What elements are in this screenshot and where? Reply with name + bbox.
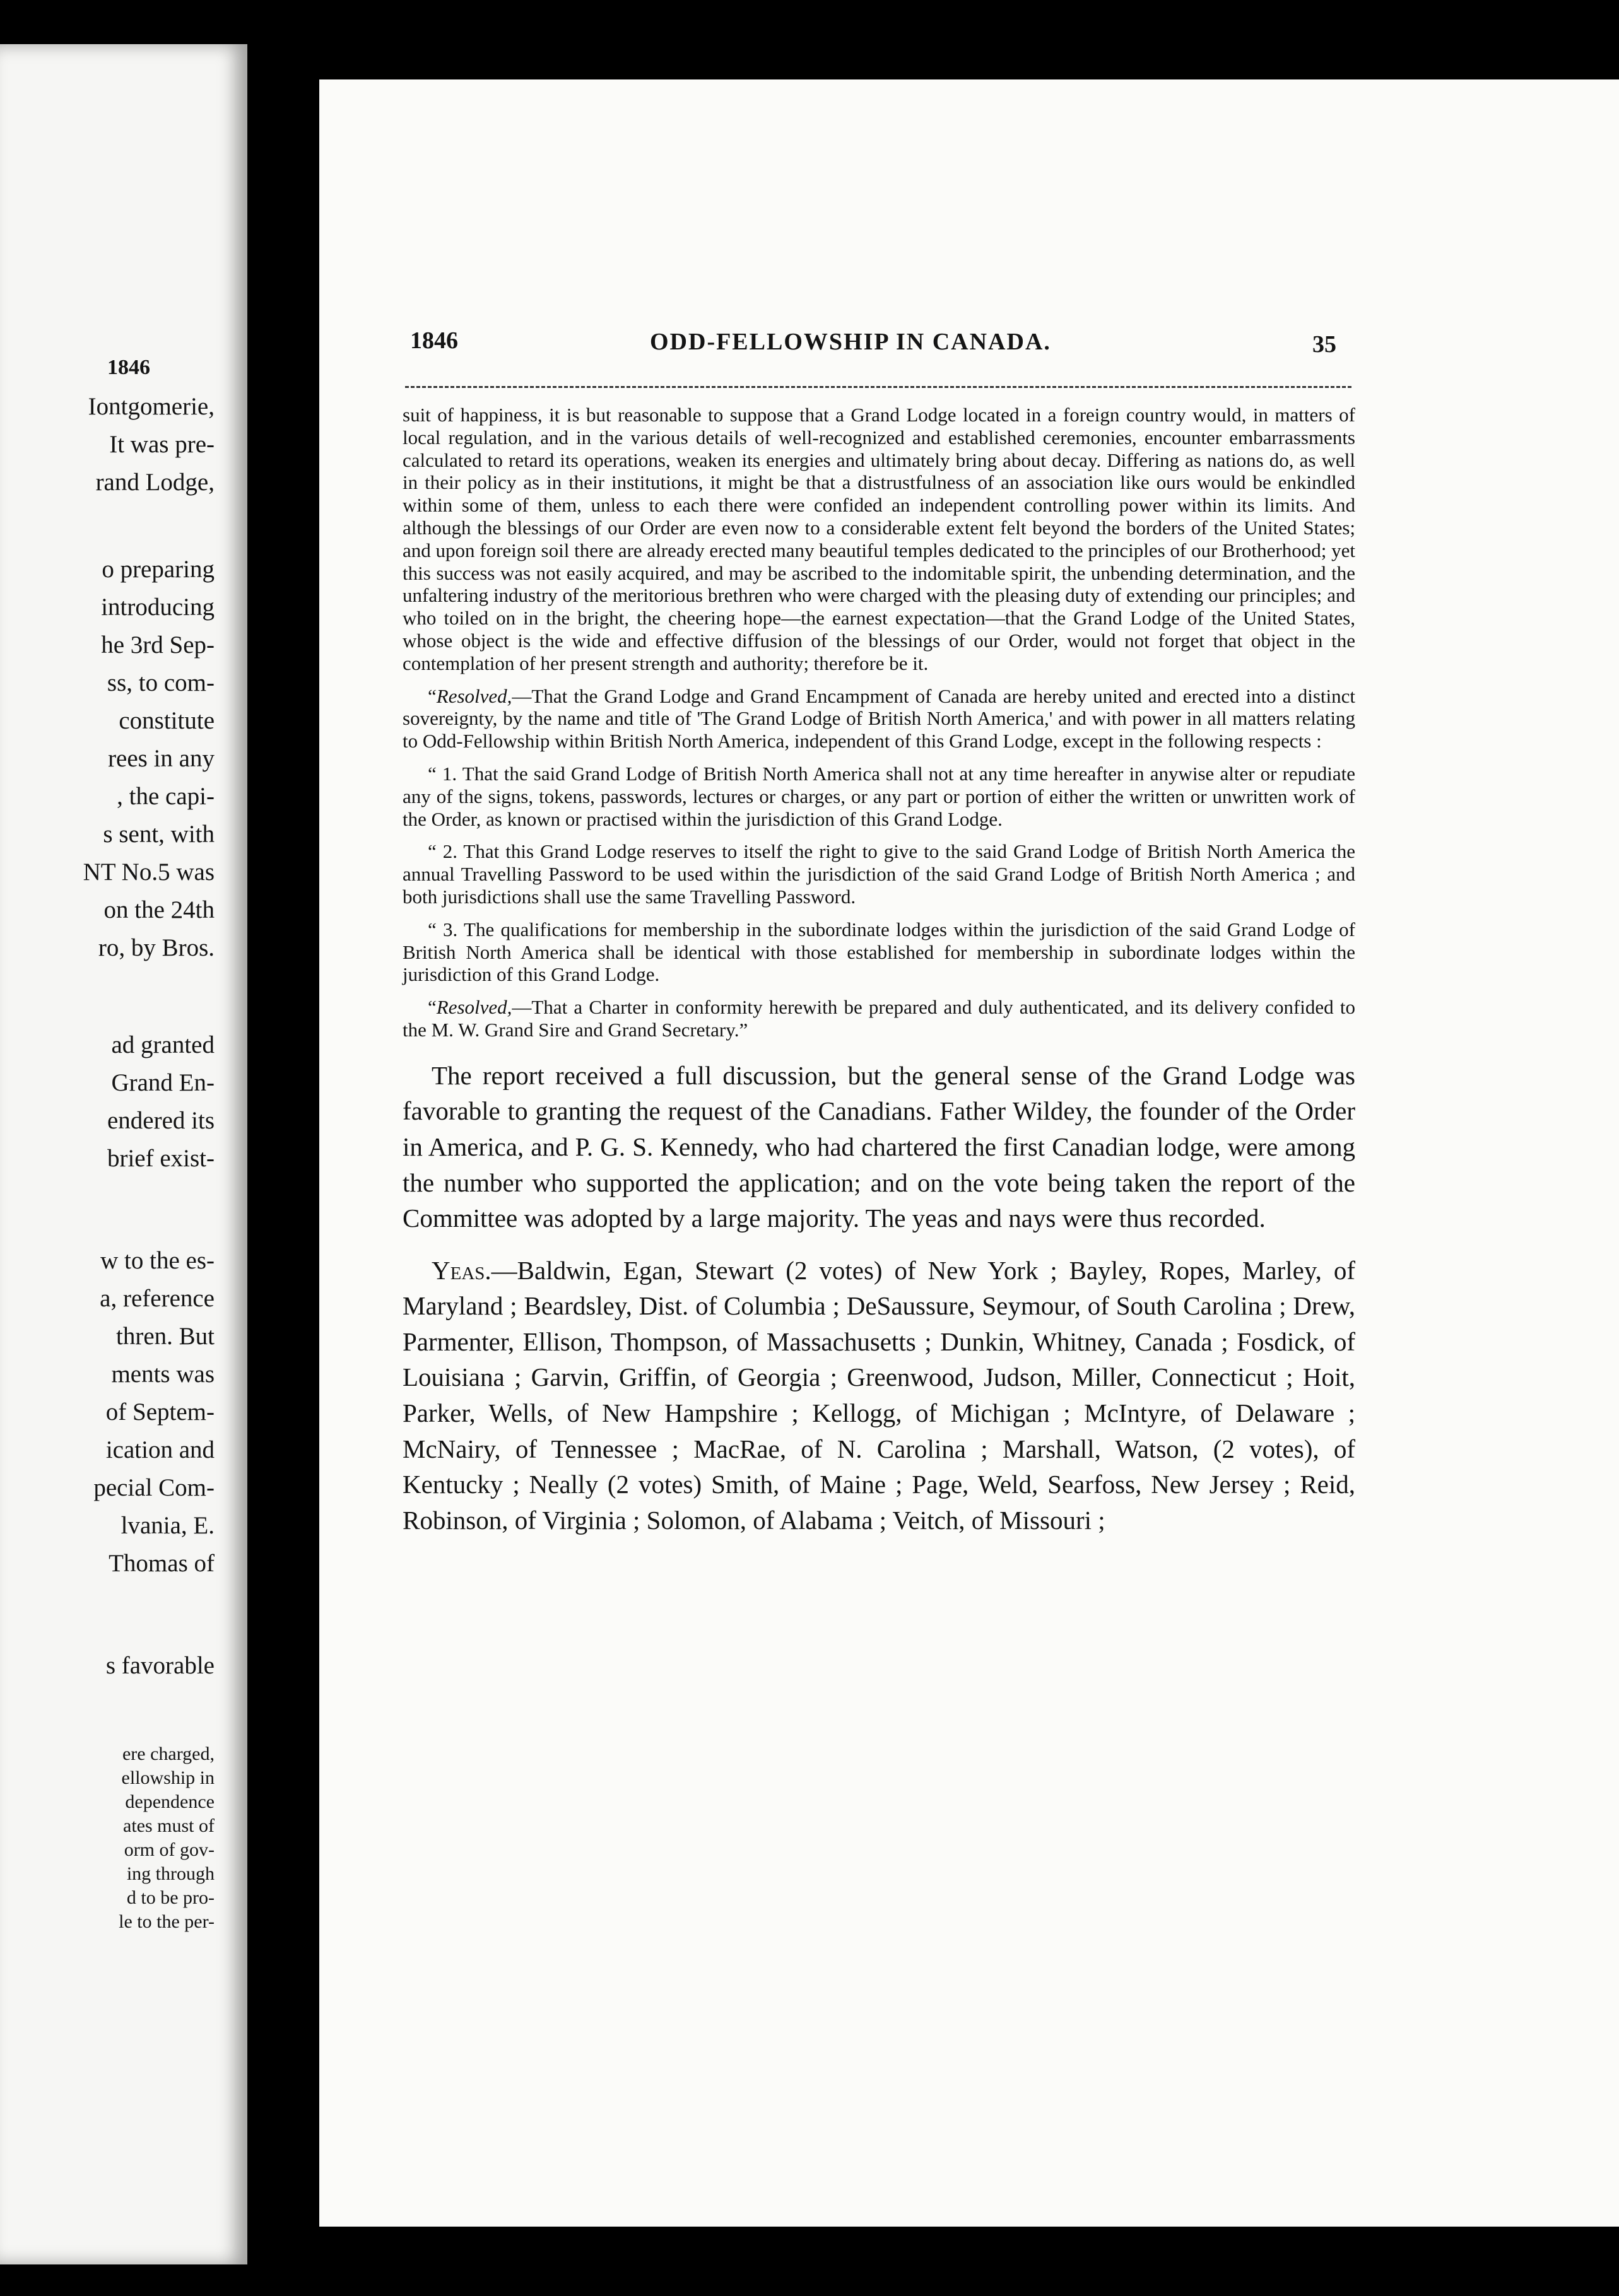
page-number: 35 <box>1312 331 1336 358</box>
left-page-fragment: ments was <box>111 1361 215 1388</box>
left-page <box>0 44 247 2264</box>
left-page-fragment: s sent, with <box>103 821 215 848</box>
resolved-label: Resolved, <box>436 996 512 1019</box>
left-page-fragment: rand Lodge, <box>95 469 215 496</box>
left-page-fragment: NT No.5 was <box>83 858 215 886</box>
resolution-2: “Resolved,—That a Charter in conformity herewith be prepared and duly authenticated, and its delivery confided to the M. W. Grand Sire and Grand Secretary.” <box>403 996 1355 1041</box>
right-page <box>319 79 1619 2227</box>
left-page-fragment: d to be pro- <box>126 1887 215 1908</box>
left-page-fragment: s favorable <box>105 1652 215 1679</box>
header-rule <box>405 386 1351 388</box>
left-page-fragment: ates must of <box>123 1815 215 1836</box>
left-page-fragment: pecial Com- <box>93 1474 215 1501</box>
left-page-fragment: w to the es- <box>100 1247 215 1274</box>
header-year: 1846 <box>410 327 458 354</box>
resolution-2-text: —That a Charter in conformity herewith be prepared and duly authenticated, and its delivery confided to the M. W. Grand Sire and Grand Secretary.” <box>403 996 1355 1041</box>
narrative <box>403 1058 1355 1538</box>
yeas-label: Yeas. <box>432 1255 492 1285</box>
left-page-fragment: rees in any <box>108 745 215 772</box>
left-page-fragment: Grand En- <box>111 1069 215 1096</box>
left-page-fragment: ing through <box>126 1863 215 1884</box>
left-page-fragment: of Septem- <box>105 1398 215 1426</box>
left-page-fragment: constitute <box>119 707 215 734</box>
page-content <box>403 404 1355 1538</box>
left-page-fragment: orm of gov- <box>124 1839 215 1860</box>
left-page-fragment: ro, by Bros. <box>98 934 215 961</box>
left-page-fragment: It was pre- <box>109 431 215 458</box>
left-page-fragment: , the capi- <box>117 783 215 810</box>
yeas-paragraph <box>403 1253 1355 1538</box>
left-page-fragment: ication and <box>105 1436 215 1463</box>
left-page-fragment: on the 24th <box>103 896 215 923</box>
resolution-item-2: “ 2. That this Grand Lodge reserves to itself the right to give to the said Grand Lodge of British North America the annual Travelling Password to be used within the jurisdiction of the said Grand Lodge of British North America ; and both jurisdictions shall use the same Travelling Password. <box>403 840 1355 908</box>
left-page-fragment: dependence <box>125 1791 215 1812</box>
left-page-fragment: ellowship in <box>121 1767 215 1788</box>
left-page-fragment: le to the per- <box>119 1911 215 1932</box>
left-page-fragment: introducing <box>101 594 215 621</box>
left-page-fragment: he 3rd Sep- <box>101 631 215 659</box>
resolved-label: Resolved, <box>436 684 512 707</box>
resolution-item-3: “ 3. The qualifications for membership in the subordinate lodges within the jurisdiction of the said Grand Lodge of British North America shall be identical with those established for membership in subordinate lodges within the jurisdiction of this Grand Lodge. <box>403 918 1355 986</box>
left-page-fragment: endered its <box>107 1107 215 1134</box>
left-page-fragment: ad granted <box>111 1031 215 1058</box>
left-page-fragment: Iontgomerie, <box>88 393 215 420</box>
left-page-year: 1846 <box>107 356 150 379</box>
running-title: ODD-FELLOWSHIP IN CANADA. <box>650 329 1051 355</box>
committee-report-quote <box>403 404 1355 1041</box>
left-page-fragment: lvania, E. <box>121 1512 215 1539</box>
left-page-fragment: thren. But <box>116 1323 215 1350</box>
left-page-fragment: Thomas of <box>109 1550 215 1577</box>
page-header <box>410 327 1357 365</box>
report-paragraph: suit of happiness, it is but reasonable to suppose that a Grand Lodge located in a foreign country would, in matters of local regulation, and in the various details of well-recognized and established ceremonies, encounter embarrassments calculated to retard its operations, weaken its energies and ultimately bring about decay. Differing as nations do, as well in their policy as in their institutions, it might be that a distrustfulness of an association like ours would be enkindled within some of them, unless to each there were confided an independent controlling power within its limits. And although the blessings of our Order are even now to a considerable extent felt beyond the borders of the United States; and upon foreign soil there are already erected many beautiful temples dedicated to the principles of our Brotherhood; yet this success was not easily acquired, and may be ascribed to the indomitable spirit, the unbending determination, and the unfaltering industry of the meritorious brethren who were charged with the pleasing duty of extending our principles; and who toiled on in the bright, the cheering hope—the earnest expectation—that the Grand Lodge of the United States, whose object is the wide and effective diffusion of the blessings of our Order, would not forget that object in the contemplation of her present strength and authority; therefore be it. <box>403 404 1355 674</box>
resolution-1: “Resolved,—That the Grand Lodge and Grand Encampment of Canada are hereby united and erected into a distinct sovereignty, by the name and title of 'The Grand Lodge of British North America,' and with power in all matters relating to Odd-Fellowship within British North America, independent of this Grand Lodge, except in the following respects : <box>403 684 1355 753</box>
left-page-fragment: o preparing <box>102 556 215 583</box>
resolution-1-text: —That the Grand Lodge and Grand Encampment of Canada are hereby united and erected into a distinct sovereignty, by the name and title of 'The Grand Lodge of British North America,' and with power in all matters relating to Odd-Fellowship within British North America, independent of this Grand Lodge, except in the following respects : <box>403 684 1355 753</box>
left-page-fragment: a, reference <box>100 1285 215 1312</box>
yeas-list: —Baldwin, Egan, Stewart (2 votes) of New York ; Bayley, Ropes, Marley, of Maryland ; Beardsley, Dist. of Columbia ; DeSaussure, Seymour, of South Carolina ; Drew, Parmenter, Ellison, Thompson, of Massachusetts ; Dunkin, Whitney, Canada ; Fosdick, of Louisiana ; Garvin, Griffin, of Georgia ; Greenwood, Judson, Miller, Connecticut ; Hoit, Parker, Wells, of New Hampshire ; Kellogg, of Michigan ; McIntyre, of Delaware ; McNairy, of Tennessee ; MacRae, of N. Carolina ; Marshall, Watson, (2 votes), of Kentucky ; Neally (2 votes) Smith, of Maine ; Page, Weld, Searfoss, New Jersey ; Reid, Robinson, of Virginia ; Solomon, of Alabama ; Veitch, of Missouri ; <box>403 1255 1355 1535</box>
left-page-fragment: ss, to com- <box>107 669 215 696</box>
report-discussion-paragraph: The report received a full discussion, but the general sense of the Grand Lodge was favorable to granting the request of the Canadians. Father Wildey, the founder of the Order in America, and P. G. S. Kennedy, who had chartered the first Canadian lodge, were among the number who supported the application; and on the vote being taken the report of the Committee was adopted by a large majority. The yeas and nays were thus recorded. <box>403 1060 1355 1233</box>
left-page-fragment: ere charged, <box>122 1743 215 1764</box>
resolution-item-1: “ 1. That the said Grand Lodge of British North America shall not at any time hereafter in anywise alter or repudiate any of the signs, tokens, passwords, lectures or charges, or any part or portion of either the written or unwritten work of the Order, as known or practised within the jurisdiction of this Grand Lodge. <box>403 762 1355 830</box>
left-page-fragment: brief exist- <box>107 1145 215 1172</box>
